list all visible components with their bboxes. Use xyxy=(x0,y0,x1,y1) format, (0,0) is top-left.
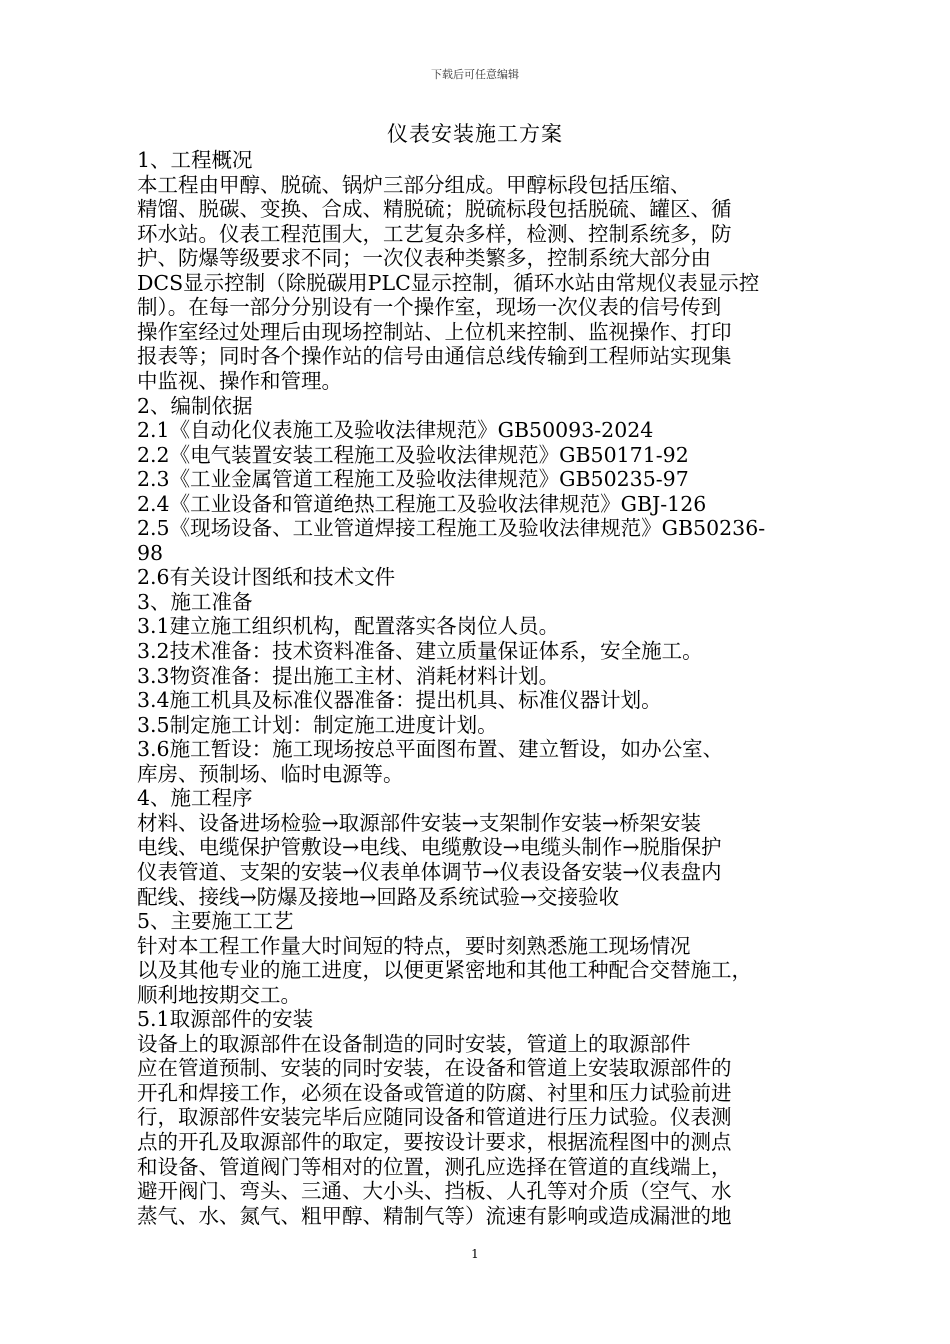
text-line: 中监视、操作和管理。 xyxy=(137,368,342,393)
text-line: 针对本工程工作量大时间短的特点，要时刻熟悉施工现场情况 xyxy=(137,933,691,958)
text-line: 精馏、脱碳、变换、合成、精脱硫；脱硫标段包括脱硫、罐区、循 xyxy=(137,197,732,222)
text-line: 3.1建立施工组织机构，配置落实各岗位人员。 xyxy=(137,614,560,639)
text-line: 和设备、管道阀门等相对的位置，测孔应选择在管道的直线端上， xyxy=(137,1154,732,1179)
text-line: 避开阀门、弯头、三通、大小头、挡板、人孔等对介质（空气、水 xyxy=(137,1179,732,1204)
page-header-note: 下载后可任意编辑 xyxy=(431,68,519,81)
text-line: 顺利地按期交工。 xyxy=(137,982,301,1007)
text-line: 3.2技术准备：技术资料准备、建立质量保证体系，安全施工。 xyxy=(137,639,703,663)
page-title: 仪表安装施工方案 xyxy=(387,122,563,146)
text-line: 点的开孔及取源部件的取定，要按设计要求，根据流程图中的测点 xyxy=(137,1130,732,1154)
text-line: 3.3物资准备：提出施工主材、消耗材料计划。 xyxy=(137,663,560,688)
text-line: 材料、设备进场检验→取源部件安装→支架制作安装→桥架安装 xyxy=(137,810,702,835)
text-line: 环水站。仪表工程范围大，工艺复杂多样，检测、控制系统多，防 xyxy=(137,221,732,246)
text-line: 4、施工程序 xyxy=(137,786,253,811)
text-line: 2.5《现场设备、工业管道焊接工程施工及验收法律规范》GB50236- xyxy=(137,516,766,541)
text-line: 3.4施工机具及标准仪器准备：提出机具、标准仪器计划。 xyxy=(137,688,662,713)
text-line: 库房、预制场、临时电源等。 xyxy=(137,761,404,786)
text-line: 5.1取源部件的安装 xyxy=(137,1007,314,1032)
text-line: 3.6施工暂设：施工现场按总平面图布置、建立暂设，如办公室、 xyxy=(137,737,724,762)
text-line: 3、施工准备 xyxy=(137,589,253,614)
text-line: 2.3《工业金属管道工程施工及验收法律规范》GB50235-97 xyxy=(137,467,689,492)
text-line: 配线、接线→防爆及接地→回路及系统试验→交接验收 xyxy=(137,884,620,909)
text-line: 护、防爆等级要求不同；一次仪表种类繁多，控制系统大部分由 xyxy=(137,246,711,271)
text-line: 操作室经过处理后由现场控制站、上位机来控制、监视操作、打印 xyxy=(137,319,732,344)
text-line: 开孔和焊接工作，必须在设备或管道的防腐、衬里和压力试验前进 xyxy=(137,1080,732,1105)
text-line: 本工程由甲醇、脱硫、锅炉三部分组成。甲醇标段包括压缩、 xyxy=(137,172,691,197)
page-number: 1 xyxy=(471,1247,479,1261)
text-line: 3.5制定施工计划：制定施工进度计划。 xyxy=(137,712,498,737)
text-line: 设备上的取源部件在设备制造的同时安装，管道上的取源部件 xyxy=(137,1031,691,1056)
text-line: 1、工程概况 xyxy=(137,148,253,172)
text-line: 行，取源部件安装完毕后应随同设备和管道进行压力试验。仪表测 xyxy=(137,1105,732,1130)
text-line: 2.6有关设计图纸和技术文件 xyxy=(137,565,396,590)
text-line: 仪表管道、支架的安装→仪表单体调节→仪表设备安装→仪表盘内 xyxy=(137,859,722,884)
text-line: 98 xyxy=(137,540,164,565)
text-line: 2.2《电气装置安装工程施工及验收法律规范》GB50171-92 xyxy=(137,442,689,467)
text-line: 电线、电缆保护管敷设→电线、电缆敷设→电缆头制作→脱脂保护 xyxy=(137,835,722,860)
text-line: DCS显示控制（除脱碳用PLC显示控制，循环水站由常规仪表显示控 xyxy=(137,270,760,295)
text-line: 制）。在每一部分分别设有一个操作室，现场一次仪表的信号传到 xyxy=(137,295,722,320)
text-line: 2、编制依据 xyxy=(137,393,253,418)
text-line: 蒸气、水、氮气、粗甲醇、精制气等）流速有影响或造成漏泄的地 xyxy=(137,1203,732,1228)
text-line: 5、主要施工工艺 xyxy=(137,909,294,934)
text-line: 以及其他专业的施工进度，以便更紧密地和其他工种配合交替施工， xyxy=(137,958,752,983)
text-line: 2.1《自动化仪表施工及验收法律规范》GB50093-2024 xyxy=(137,418,654,443)
text-line: 应在管道预制、安装的同时安装，在设备和管道上安装取源部件的 xyxy=(137,1056,732,1081)
text-line: 2.4《工业设备和管道绝热工程施工及验收法律规范》GBJ-126 xyxy=(137,491,707,516)
text-line: 报表等；同时各个操作站的信号由通信总线传输到工程师站实现集 xyxy=(137,344,732,369)
